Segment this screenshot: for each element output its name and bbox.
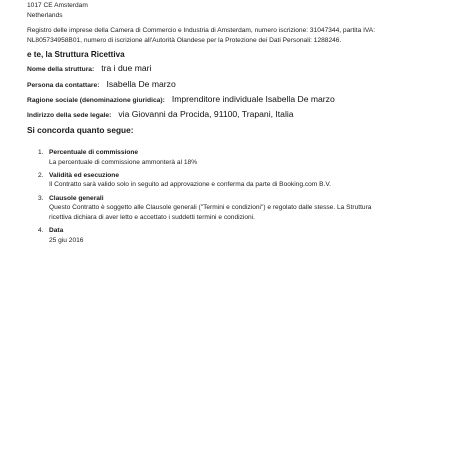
- contract-page: [27, 0, 427, 249]
- field-value: Isabella De marzo: [106, 78, 176, 89]
- field-label: Ragione sociale (denominazione giuridica):: [27, 96, 165, 104]
- field-legal-name: [27, 94, 427, 106]
- address-country: Netherlands: [27, 11, 63, 19]
- clause-title: Data: [49, 227, 64, 235]
- field-value: via Giovanni da Procida, 91100, Trapani, Italia: [118, 108, 294, 119]
- clause-list: [38, 148, 427, 245]
- clause-validity: [38, 171, 427, 190]
- clause-number: 3.: [38, 194, 44, 202]
- field-registered-address: [27, 109, 427, 121]
- registry-note: Registro delle imprese della Camera di Commercio e Industria di Amsterdam, numero iscrizione: 31047344, partita IVA: NL805734958B01, numero di iscrizione all'Autorità Olandese per la Protezione dei Dati Personali: 1288246.: [27, 27, 376, 44]
- field-value: tra i due mari: [101, 63, 152, 74]
- clause-text: 25 giu 2016: [49, 236, 84, 244]
- agreement-heading: Si concorda quanto segue:: [27, 124, 134, 135]
- clause-commission: [38, 148, 427, 167]
- field-label: Indirizzo della sede legale:: [27, 111, 112, 119]
- clause-general-terms: [38, 194, 427, 223]
- property-fields: [27, 63, 427, 121]
- field-label: Persona da contattare:: [27, 81, 100, 89]
- address-postcode-city: 1017 CE Amsterdam: [27, 2, 88, 9]
- field-label: Nome della struttura:: [27, 66, 95, 74]
- clause-text: La percentuale di commissione ammonterà al 18%: [49, 158, 198, 166]
- clause-text: Il Contratto sarà valido solo in seguito ad approvazione e conferma da parte di Booking.com B.V.: [49, 181, 331, 189]
- field-property-name: [27, 63, 427, 75]
- clause-title: Validità ed esecuzione: [49, 171, 119, 179]
- clause-title: Clausole generali: [49, 194, 104, 202]
- clause-number: 4.: [38, 227, 44, 235]
- clause-title: Percentuale di commissione: [49, 148, 139, 156]
- field-contact-person: [27, 79, 427, 91]
- clause-number: 2.: [38, 171, 44, 179]
- party-heading: e te, la Struttura Ricettiva: [27, 50, 125, 60]
- field-value: Imprenditore individuale Isabella De marzo: [171, 93, 335, 104]
- clause-number: 1.: [38, 148, 44, 156]
- clause-date: [38, 226, 427, 245]
- clause-text: Questo Contratto è soggetto alle Clausole generali ("Termini e condizioni") e regolato dalle stesse. La Struttura ricettiva dichiara di aver letto e accettato i suddetti termini e condizioni.: [49, 204, 372, 221]
